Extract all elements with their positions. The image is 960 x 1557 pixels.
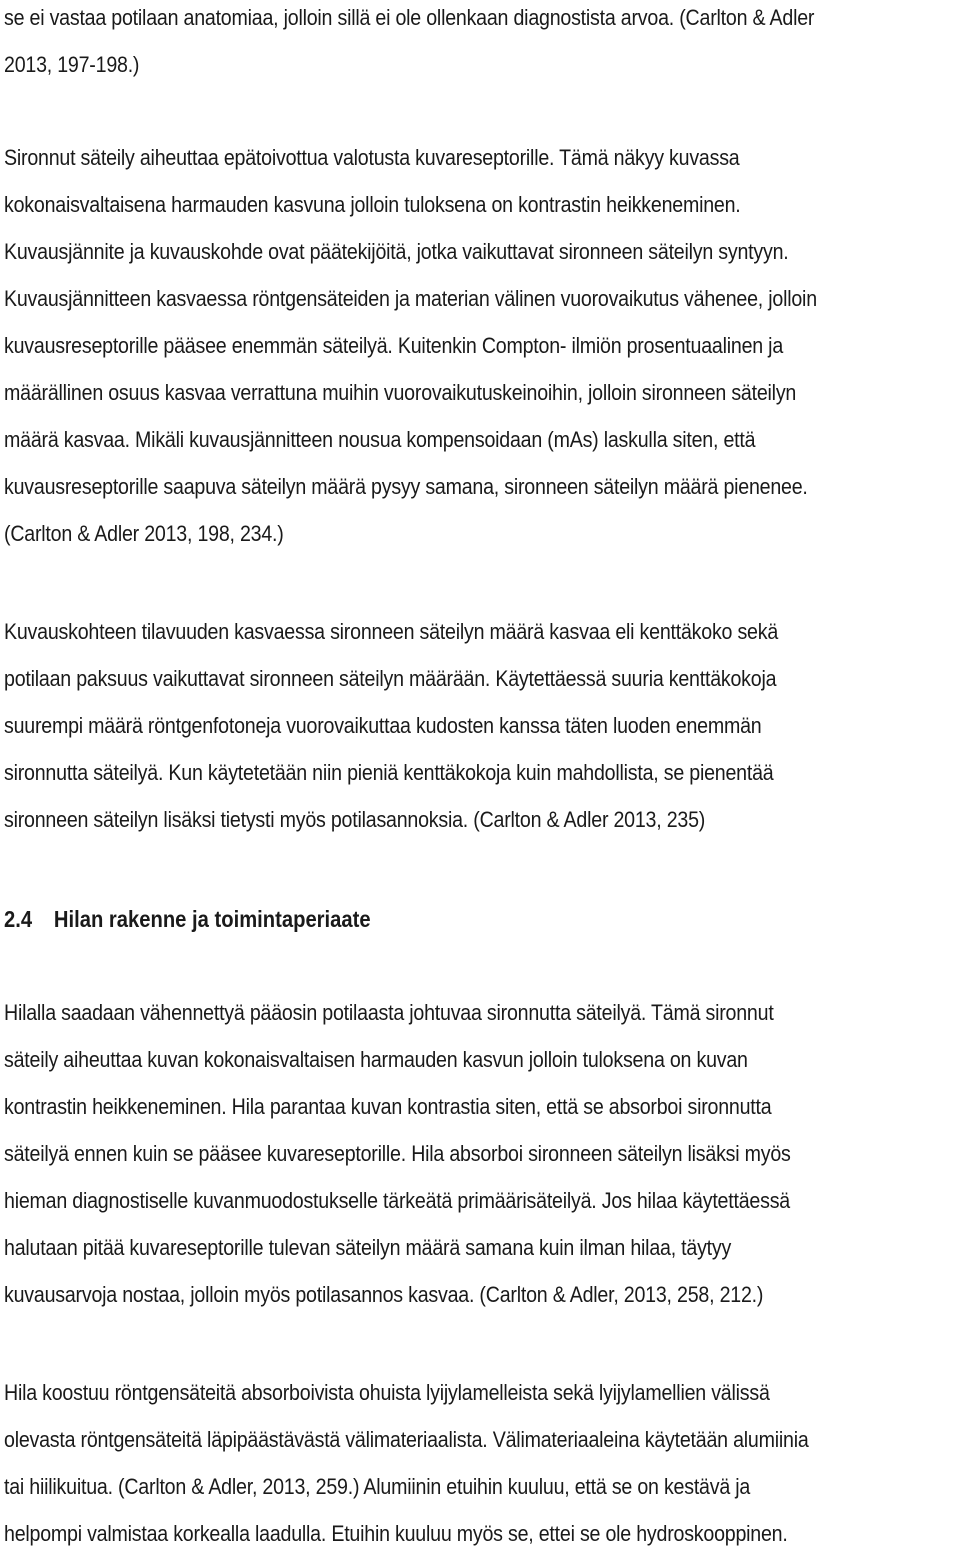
paragraph-2 (4, 134, 954, 557)
text-line: määrällinen osuus kasvaa verrattuna muihin vuorovaikutuskeinoihin, jolloin sironneen säteilyn (4, 380, 797, 405)
text-line: se ei vastaa potilaan anatomiaa, jolloin sillä ei ole ollenkaan diagnostista arvoa. (Carlton & Adler (4, 5, 815, 30)
paragraph-1 (4, 0, 954, 88)
text-line: kuvausarvoja nostaa, jolloin myös potilasannos kasvaa. (Carlton & Adler, 2013, 258, 212.) (4, 1282, 764, 1307)
text-line: Kuvauskohteen tilavuuden kasvaessa sironneen säteilyn määrä kasvaa eli kenttäkoko sekä (4, 619, 779, 644)
text-line: Sironnut säteily aiheuttaa epätoivottua valotusta kuvareseptorille. Tämä näkyy kuvassa (4, 145, 740, 170)
text-line: Hila koostuu röntgensäteitä absorboivista ohuista lyijylamelleista sekä lyijylamellien välissä (4, 1380, 770, 1405)
text-line: suurempi määrä röntgenfotoneja vuorovaikuttaa kudosten kanssa täten luoden enemmän (4, 713, 762, 738)
text-line: halutaan pitää kuvareseptorille tulevan säteilyn määrä samana kuin ilman hilaa, täytyy (4, 1235, 732, 1260)
text-line: potilaan paksuus vaikuttavat sironneen säteilyn määrään. Käytettäessä suuria kenttäkokoja (4, 666, 777, 691)
section-title: Hilan rakenne ja toimintaperiaate (53, 906, 371, 932)
text-line: Kuvausjännite ja kuvauskohde ovat päätekijöitä, jotka vaikuttavat sironneen säteilyn syntyyn. (4, 239, 789, 264)
text-line: 2013, 197-198.) (4, 52, 140, 77)
text-line: tai hiilikuitua. (Carlton & Adler, 2013, 259.) Alumiinin etuihin kuuluu, että se on kestävä ja (4, 1474, 751, 1499)
text-line: kokonaisvaltaisena harmauden kasvuna jolloin tuloksena on kontrastin heikkeneminen. (4, 192, 741, 217)
text-line: hieman diagnostiselle kuvanmuodostukselle tärkeätä primäärisäteilyä. Jos hilaa käytettäessä (4, 1188, 790, 1213)
text-line: säteily aiheuttaa kuvan kokonaisvaltaisen harmauden kasvun jolloin tuloksena on kuvan (4, 1047, 748, 1072)
text-line: Kuvausjännitteen kasvaessa röntgensäteiden ja materian välinen vuorovaikutus vähenee, jolloin (4, 286, 817, 311)
paragraph-5 (4, 1369, 954, 1557)
text-line: helpompi valmistaa korkealla laadulla. Etuihin kuuluu myös se, ettei se ole hydroskooppinen. (4, 1521, 788, 1546)
section-heading (4, 896, 371, 943)
text-line: määrä kasvaa. Mikäli kuvausjännitteen nousua kompensoidaan (mAs) laskulla siten, että (4, 427, 756, 452)
paragraph-3 (4, 608, 954, 843)
text-line: kuvausreseptorille saapuva säteilyn määrä pysyy samana, sironneen säteilyn määrä pienenee. (4, 474, 808, 499)
text-line: kontrastin heikkeneminen. Hila parantaa kuvan kontrastia siten, että se absorboi sironnutta (4, 1094, 772, 1119)
text-line: olevasta röntgensäteitä läpipäästävästä välimateriaalista. Välimateriaaleina käytetään alumiinia (4, 1427, 809, 1452)
text-line: sironneen säteilyn lisäksi tietysti myös potilasannoksia. (Carlton & Adler 2013, 235) (4, 807, 706, 832)
text-line: kuvausreseptorille pääsee enemmän säteilyä. Kuitenkin Compton- ilmiön prosentuaalinen ja (4, 333, 784, 358)
text-line: Hilalla saadaan vähennettyä pääosin potilaasta johtuvaa sironnutta säteilyä. Tämä sironnut (4, 1000, 774, 1025)
text-line: sironnutta säteilyä. Kun käytetetään niin pieniä kenttäkokoja kuin mahdollista, se pienentää (4, 760, 774, 785)
text-line: säteilyä ennen kuin se pääsee kuvareseptorille. Hila absorboi sironneen säteilyn lisäksi myös (4, 1141, 791, 1166)
paragraph-4 (4, 989, 954, 1318)
section-number: 2.4 (4, 906, 33, 932)
text-line: (Carlton & Adler 2013, 198, 234.) (4, 521, 284, 546)
